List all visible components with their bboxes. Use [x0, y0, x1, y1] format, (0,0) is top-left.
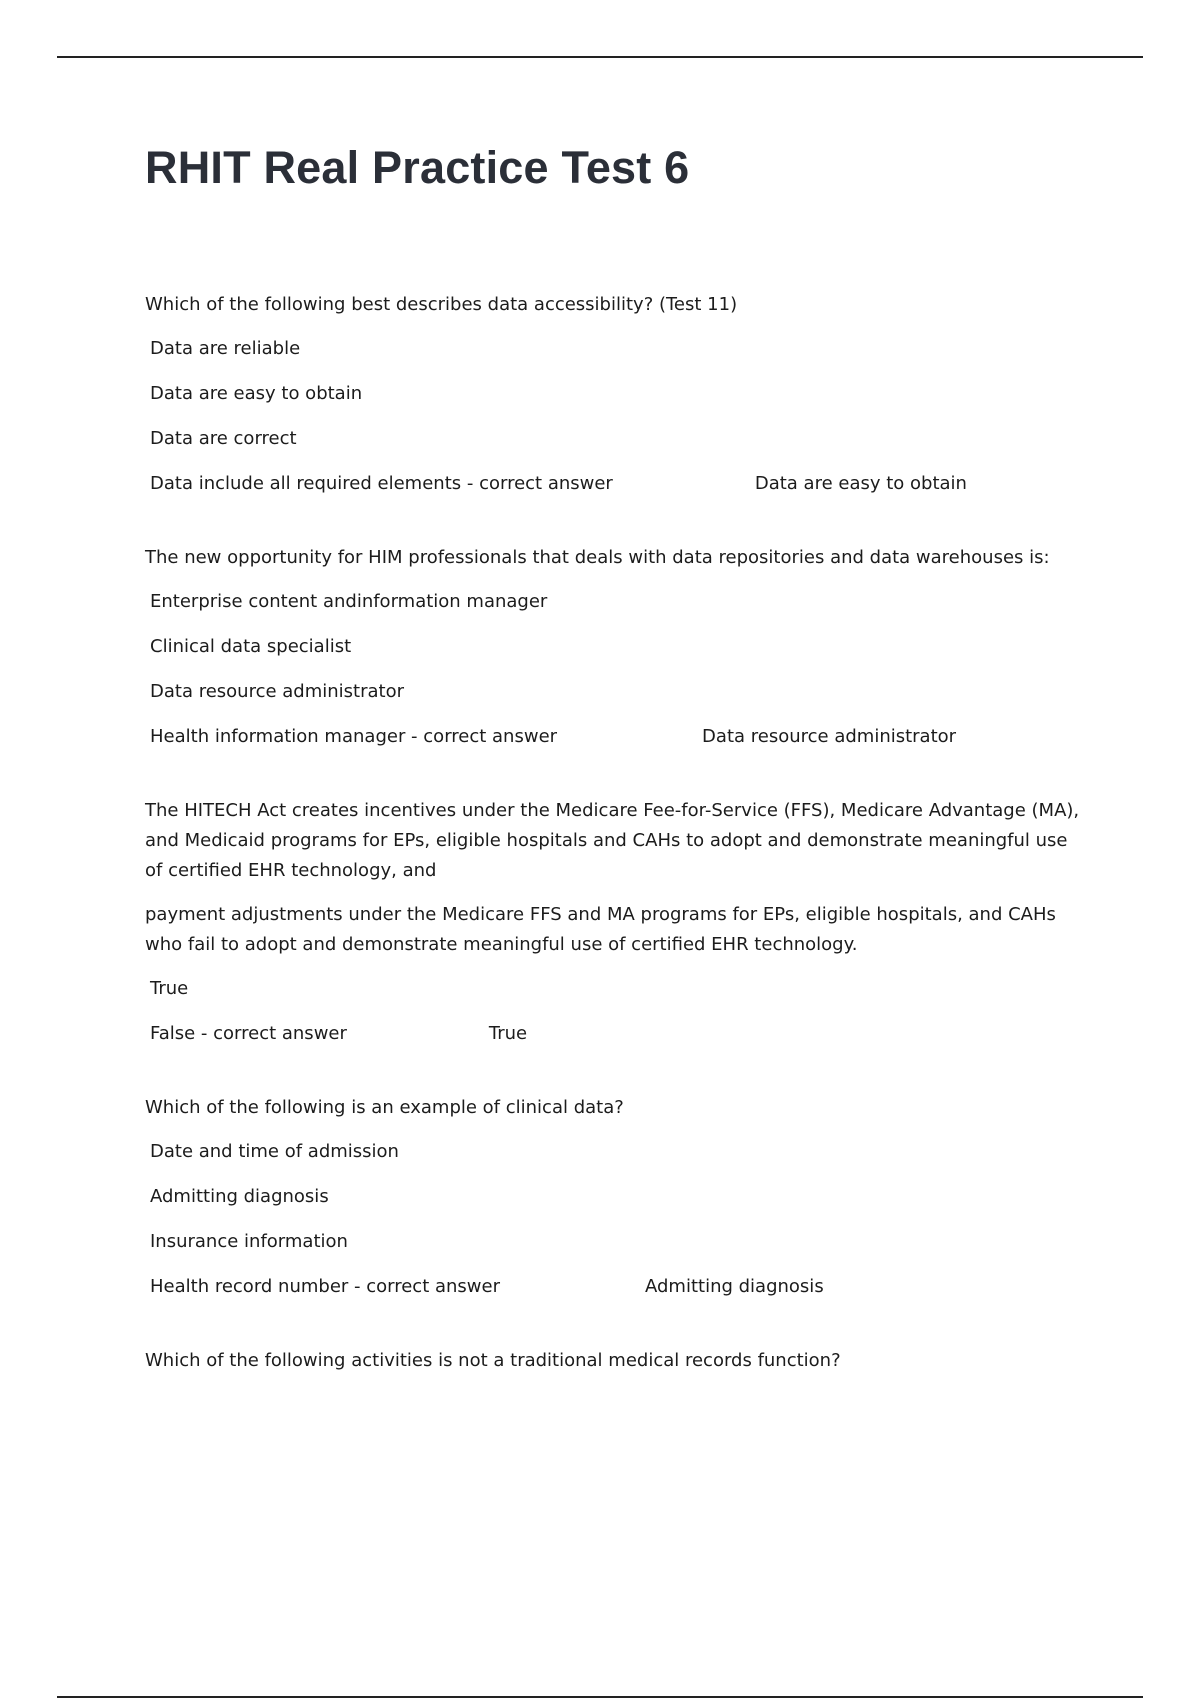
option-with-answer — [150, 1019, 1090, 1049]
question-text: The new opportunity for HIM professionals that deals with data repositories and data warehouses is: — [145, 547, 1050, 568]
option-with-answer — [150, 722, 1090, 752]
answer: Data are easy to obtain — [754, 473, 967, 494]
answer: Data resource administrator — [702, 726, 957, 747]
option: Data are easy to obtain — [150, 383, 363, 404]
answer: True — [488, 1023, 528, 1044]
question-text: Which of the following activities is not a traditional medical records function? — [145, 1350, 841, 1371]
option-with-answer — [150, 469, 1090, 499]
option: Data include all required elements - correct answer — [150, 473, 613, 494]
option: Data are reliable — [150, 338, 301, 359]
option: Admitting diagnosis — [150, 1186, 329, 1207]
option: Data are correct — [150, 428, 297, 449]
option: Insurance information — [150, 1231, 348, 1252]
option: Clinical data specialist — [150, 636, 352, 657]
question-1 — [145, 290, 1090, 499]
question-text-continued: payment adjustments under the Medicare FFS and MA programs for EPs, eligible hospitals, and CAHs who fail to adopt and demonstrate meaningful use of certified EHR technology. — [145, 904, 1056, 955]
bottom-rule — [57, 1696, 1143, 1698]
question-text: The HITECH Act creates incentives under the Medicare Fee-for-Service (FFS), Medicare Advantage (MA), and Medicaid programs for EPs, eligible hospitals and CAHs to adopt and demonstrate meaningful use of certified EHR technology, and — [145, 800, 1080, 881]
option: True — [150, 978, 189, 999]
option: False - correct answer — [150, 1023, 347, 1044]
answer: Admitting diagnosis — [645, 1276, 824, 1297]
top-rule — [57, 56, 1143, 58]
option: Enterprise content andinformation manager — [150, 591, 548, 612]
option: Health record number - correct answer — [150, 1276, 500, 1297]
question-3 — [145, 796, 1090, 1049]
question-4 — [145, 1093, 1090, 1302]
option: Data resource administrator — [150, 681, 405, 702]
option: Health information manager - correct answer — [150, 726, 558, 747]
question-text: Which of the following is an example of clinical data? — [145, 1097, 624, 1118]
question-text: Which of the following best describes data accessibility? (Test 11) — [145, 294, 738, 315]
question-2 — [145, 543, 1090, 752]
page-title: RHIT Real Practice Test 6 — [145, 142, 690, 193]
option: Date and time of admission — [150, 1141, 399, 1162]
option-with-answer — [150, 1272, 1090, 1302]
question-list — [145, 290, 1090, 1420]
question-5 — [145, 1346, 1090, 1376]
